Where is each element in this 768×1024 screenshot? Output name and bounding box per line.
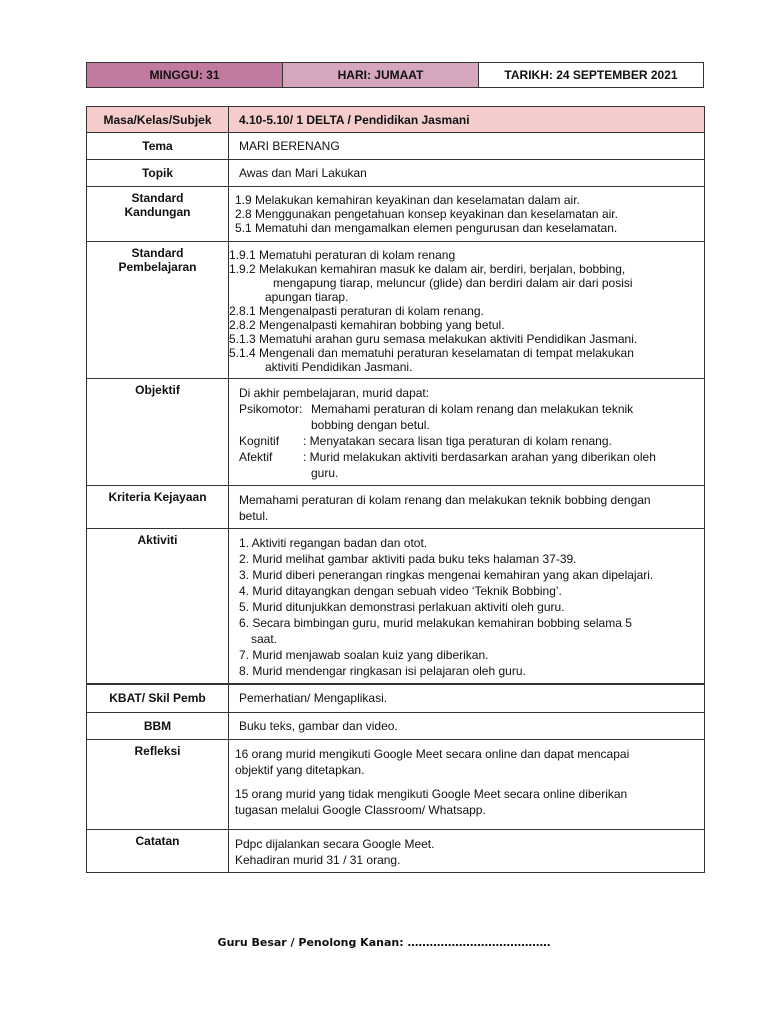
row-topik [87, 160, 705, 187]
kriteria-line: betul. [239, 509, 269, 523]
sp-label [87, 242, 229, 379]
psikomotor-text [311, 401, 694, 433]
psikomotor-line: bobbing dengan betul. [311, 418, 430, 432]
kognitif-key: Kognitif [239, 434, 280, 448]
kognitif-text: : Menyatakan secara lisan tiga peraturan di kolam renang. [303, 434, 612, 448]
sk-line: 1.9 Melakukan kemahiran keyakinan dan keselamatan dalam air. [235, 193, 580, 207]
sp-line: 2.8.1 Mengenalpasti peraturan di kolam renang. [229, 304, 484, 318]
aktiviti-item: 6. Secara bimbingan guru, murid melakukan kemahiran bobbing selama 5 [239, 616, 632, 630]
kbat-value: Pemerhatian/ Mengaplikasi. [229, 684, 705, 712]
refleksi-line: 16 orang murid mengikuti Google Meet secara online dan dapat mencapai [235, 746, 630, 761]
refleksi-line: 15 orang murid yang tidak mengikuti Google Meet secara online diberikan [235, 786, 628, 801]
row-tema [87, 133, 705, 160]
refleksi-line: objektif yang ditetapkan. [235, 762, 365, 777]
date-label: TARIKH: 24 SEPTEMBER 2021 [479, 63, 703, 87]
row-objektif [87, 379, 705, 486]
sp-line: aktiviti Pendidikan Jasmani. [265, 360, 413, 374]
row-aktiviti [87, 529, 705, 685]
masa-label: Masa/Kelas/Subjek [87, 107, 229, 133]
catatan-label: Catatan [87, 829, 229, 872]
tema-value: MARI BERENANG [229, 133, 705, 160]
catatan-line: Kehadiran murid 31 / 31 orang. [235, 852, 401, 867]
aktiviti-item: 7. Murid menjawab soalan kuiz yang diberikan. [239, 648, 489, 662]
sp-line: apungan tiarap. [265, 290, 349, 304]
afektif-line: guru. [311, 466, 339, 480]
objektif-afektif [239, 449, 694, 481]
refleksi-gap [235, 778, 694, 786]
sk-value [229, 187, 705, 242]
sk-label-1: Standard [131, 191, 184, 205]
day-label: HARI: JUMAAT [283, 63, 479, 87]
aktiviti-item: 8. Murid mendengar ringkasan isi pelajaran oleh guru. [239, 664, 526, 678]
psikomotor-line: Memahami peraturan di kolam renang dan melakukan teknik [311, 402, 634, 416]
sk-label-2: Kandungan [124, 205, 191, 219]
catatan-line: Pdpc dijalankan secara Google Meet. [235, 836, 435, 851]
tema-label: Tema [87, 133, 229, 160]
afektif-line: : Murid melakukan aktiviti berdasarkan arahan yang diberikan oleh [303, 450, 656, 464]
aktiviti-item: 1. Aktiviti regangan badan dan otot. [239, 536, 428, 550]
kriteria-line: Memahami peraturan di kolam renang dan melakukan teknik bobbing dengan [239, 493, 651, 507]
sp-line: 2.8.2 Mengenalpasti kemahiran bobbing yang betul. [229, 318, 505, 332]
sp-label-2: Pembelajaran [118, 260, 197, 274]
objektif-label: Objektif [87, 379, 229, 486]
row-catatan [87, 829, 705, 872]
aktiviti-item: 5. Murid ditunjukkan demonstrasi perlakuan aktiviti oleh guru. [239, 600, 565, 614]
sp-line: 1.9.2 Melakukan kemahiran masuk ke dalam air, berdiri, berjalan, bobbing, [229, 262, 626, 276]
bbm-label: BBM [87, 712, 229, 739]
sp-line: 1.9.1 Mematuhi peraturan di kolam renang [229, 248, 456, 262]
aktiviti-item: 3. Murid diberi penerangan ringkas mengenai kemahiran yang akan dipelajari. [239, 568, 654, 582]
refleksi-line: tugasan melalui Google Classroom/ Whatsapp. [235, 802, 486, 817]
kriteria-value [229, 486, 705, 529]
row-refleksi [87, 739, 705, 829]
afektif-text [303, 449, 694, 481]
psikomotor-key: Psikomotor: [239, 402, 303, 416]
row-kriteria [87, 486, 705, 529]
lesson-plan-table [86, 106, 705, 873]
row-bbm [87, 712, 705, 739]
topik-value: Awas dan Mari Lakukan [229, 160, 705, 187]
kriteria-label: Kriteria Kejayaan [87, 486, 229, 529]
sk-line: 5.1 Mematuhi dan mengamalkan elemen pengurusan dan keselamatan. [235, 221, 618, 235]
aktiviti-item: saat. [251, 632, 278, 646]
objektif-psikomotor [239, 401, 694, 433]
aktiviti-value [229, 529, 705, 685]
sp-label-1: Standard [131, 246, 184, 260]
sp-line: mengapung tiarap, meluncur (glide) dan berdiri dalam air dari posisi [273, 276, 633, 290]
topik-label: Topik [87, 160, 229, 187]
afektif-key: Afektif [239, 450, 273, 464]
refleksi-value [229, 739, 705, 829]
signature-line: Guru Besar / Penolong Kanan: ………………………………… [217, 936, 551, 949]
sp-line: 5.1.4 Mengenali dan mematuhi peraturan keselamatan di tempat melakukan [229, 346, 634, 360]
aktiviti-item: 2. Murid melihat gambar aktiviti pada buku teks halaman 37-39. [239, 552, 577, 566]
objektif-value [229, 379, 705, 486]
objektif-kognitif [239, 433, 694, 449]
sp-value [229, 242, 705, 379]
week-label: MINGGU: 31 [87, 63, 283, 87]
row-standard-kandungan [87, 187, 705, 242]
sk-line: 2.8 Menggunakan pengetahuan konsep keyakinan dan keselamatan air. [235, 207, 618, 221]
aktiviti-item: 4. Murid ditayangkan dengan sebuah video ‘Teknik Bobbing’. [239, 584, 562, 598]
catatan-value [229, 829, 705, 872]
objektif-intro: Di akhir pembelajaran, murid dapat: [239, 386, 430, 400]
row-masa [87, 107, 705, 133]
header-bar [86, 62, 704, 88]
sk-label [87, 187, 229, 242]
row-standard-pembelajaran [87, 242, 705, 379]
sp-line: 5.1.3 Mematuhi arahan guru semasa melakukan aktiviti Pendidikan Jasmani. [229, 332, 638, 346]
refleksi-label: Refleksi [87, 739, 229, 829]
masa-value: 4.10-5.10/ 1 DELTA / Pendidikan Jasmani [229, 107, 705, 133]
row-kbat [87, 684, 705, 712]
bbm-value: Buku teks, gambar dan video. [229, 712, 705, 739]
kbat-label: KBAT/ Skil Pemb [87, 684, 229, 712]
aktiviti-label: Aktiviti [87, 529, 229, 685]
